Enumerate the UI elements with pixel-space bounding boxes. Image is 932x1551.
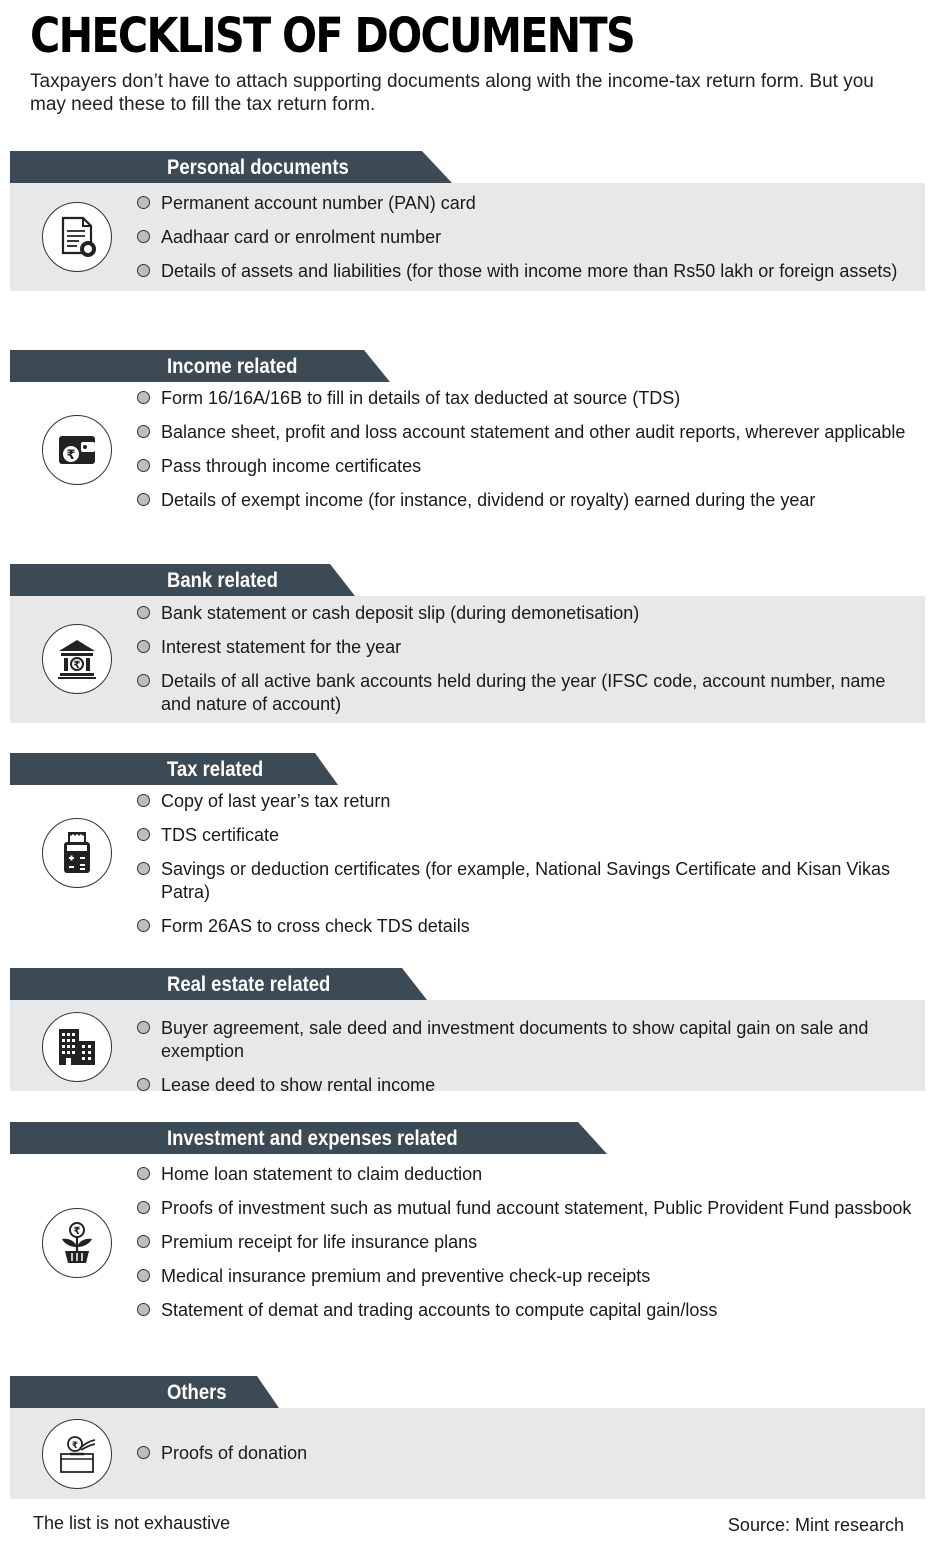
list-item [135, 824, 915, 847]
list-item [135, 670, 915, 716]
page-title: CHECKLIST OF DOCUMENTS [30, 8, 634, 64]
list-item-text: Proofs of investment such as mutual fund account statement, Public Provident Fund passbook [161, 1198, 912, 1218]
icon-badge [42, 1419, 112, 1489]
bullet-circle [137, 264, 150, 277]
list-item [135, 1442, 915, 1465]
section-items [135, 387, 915, 523]
bullet-circle [137, 862, 150, 875]
section-income-related [10, 350, 925, 525]
bullet-circle [137, 1303, 150, 1316]
section-items [135, 602, 915, 727]
list-item [135, 790, 915, 813]
list-item-text: Savings or deduction certificates (for example, National Savings Certificate and Kisan Vikas Patra) [161, 859, 891, 902]
icon-badge [42, 1012, 112, 1082]
list-item [135, 915, 915, 938]
list-item-text: Lease deed to show rental income [161, 1075, 436, 1095]
bullet-circle [137, 230, 150, 243]
section-items [135, 192, 915, 294]
bullet-circle [137, 425, 150, 438]
bullet-circle [137, 919, 150, 932]
list-item-text: Details of all active bank accounts held during the year (IFSC code, account number, name and nature of account) [161, 671, 886, 714]
section-items [135, 790, 915, 949]
list-item [135, 1163, 915, 1186]
icon-badge [42, 415, 112, 485]
section-heading: Personal documents [167, 156, 349, 179]
svg-text:₹: ₹ [73, 660, 81, 671]
bullet-circle [137, 1078, 150, 1091]
list-item [135, 387, 915, 410]
bullet-circle [137, 493, 150, 506]
list-item-text: Form 26AS to cross check TDS details [161, 916, 470, 936]
list-item-text: Details of exempt income (for instance, dividend or royalty) earned during the year [161, 490, 816, 510]
bullet-circle [137, 1235, 150, 1248]
svg-text:₹: ₹ [66, 448, 76, 463]
section-investment-expenses-related [10, 1122, 925, 1332]
list-item-text: Aadhaar card or enrolment number [161, 227, 442, 247]
money-plant-icon [55, 1221, 99, 1265]
list-item [135, 260, 915, 283]
bullet-circle [137, 391, 150, 404]
section-tax-related [10, 753, 925, 936]
list-item-text: Interest statement for the year [161, 637, 402, 657]
source-credit: Source: Mint research [727, 1515, 904, 1535]
bullet-circle [137, 1201, 150, 1214]
icon-badge [42, 624, 112, 694]
list-item [135, 602, 915, 625]
footer-note: The list is not exhaustive [33, 1513, 231, 1533]
page-subtitle: Taxpayers don’t have to attach supporting documents along with the income-tax return form. But you may need these to fill the tax return form. [30, 71, 874, 115]
list-item [135, 489, 915, 512]
rupee-wallet-icon [55, 428, 99, 472]
list-item [135, 421, 915, 444]
section-real-estate-related [10, 968, 925, 1095]
list-item [135, 192, 915, 215]
section-items [135, 1163, 915, 1333]
bullet-circle [137, 640, 150, 653]
list-item-text: Permanent account number (PAN) card [161, 193, 476, 213]
icon-badge [42, 1208, 112, 1278]
list-item [135, 636, 915, 659]
bullet-circle [137, 794, 150, 807]
section-others [10, 1376, 925, 1499]
icon-badge [42, 818, 112, 888]
list-item [135, 226, 915, 249]
section-personal-documents [10, 151, 925, 291]
list-item-text: Copy of last year’s tax return [161, 791, 391, 811]
list-item [135, 1265, 915, 1288]
bullet-circle [137, 1446, 150, 1459]
bank-icon [55, 637, 99, 681]
section-heading: Real estate related [167, 973, 331, 996]
list-item [135, 1017, 915, 1063]
donation-box-icon [55, 1432, 99, 1476]
section-heading: Others [167, 1381, 227, 1404]
list-item-text: TDS certificate [161, 825, 280, 845]
bullet-circle [137, 674, 150, 687]
buildings-icon [55, 1025, 99, 1069]
bullet-circle [137, 1167, 150, 1180]
list-item [135, 858, 915, 904]
svg-text:₹: ₹ [73, 1226, 81, 1237]
bullet-circle [137, 606, 150, 619]
list-item [135, 455, 915, 478]
section-heading: Tax related [167, 758, 264, 781]
bullet-circle [137, 196, 150, 209]
list-item [135, 1197, 915, 1220]
list-item-text: Proofs of donation [161, 1443, 308, 1463]
list-item-text: Form 16/16A/16B to fill in details of tax deducted at source (TDS) [161, 388, 681, 408]
section-items [135, 1442, 915, 1476]
list-item [135, 1299, 915, 1322]
list-item [135, 1074, 915, 1097]
section-heading: Bank related [167, 569, 278, 592]
section-heading: Income related [167, 355, 298, 378]
list-item [135, 1231, 915, 1254]
bullet-circle [137, 828, 150, 841]
calculator-icon [55, 831, 99, 875]
document-icon [55, 215, 99, 259]
list-item-text: Pass through income certificates [161, 456, 422, 476]
list-item-text: Balance sheet, profit and loss account statement and other audit reports, wherever applicable [161, 422, 906, 442]
list-item-text: Details of assets and liabilities (for those with income more than Rs50 lakh or foreign assets) [161, 261, 898, 281]
list-item-text: Statement of demat and trading accounts to compute capital gain/loss [161, 1300, 718, 1320]
bullet-circle [137, 459, 150, 472]
list-item-text: Medical insurance premium and preventive check-up receipts [161, 1266, 651, 1286]
bullet-circle [137, 1269, 150, 1282]
list-item-text: Bank statement or cash deposit slip (during demonetisation) [161, 603, 640, 623]
section-bank-related [10, 564, 925, 723]
list-item-text: Premium receipt for life insurance plans [161, 1232, 478, 1252]
list-item-text: Buyer agreement, sale deed and investment documents to show capital gain on sale and exemption [161, 1018, 869, 1061]
list-item-text: Home loan statement to claim deduction [161, 1164, 483, 1184]
svg-text:₹: ₹ [71, 1441, 79, 1451]
icon-badge [42, 202, 112, 272]
section-items [135, 1017, 915, 1108]
bullet-circle [137, 1021, 150, 1034]
section-heading: Investment and expenses related [167, 1127, 458, 1150]
